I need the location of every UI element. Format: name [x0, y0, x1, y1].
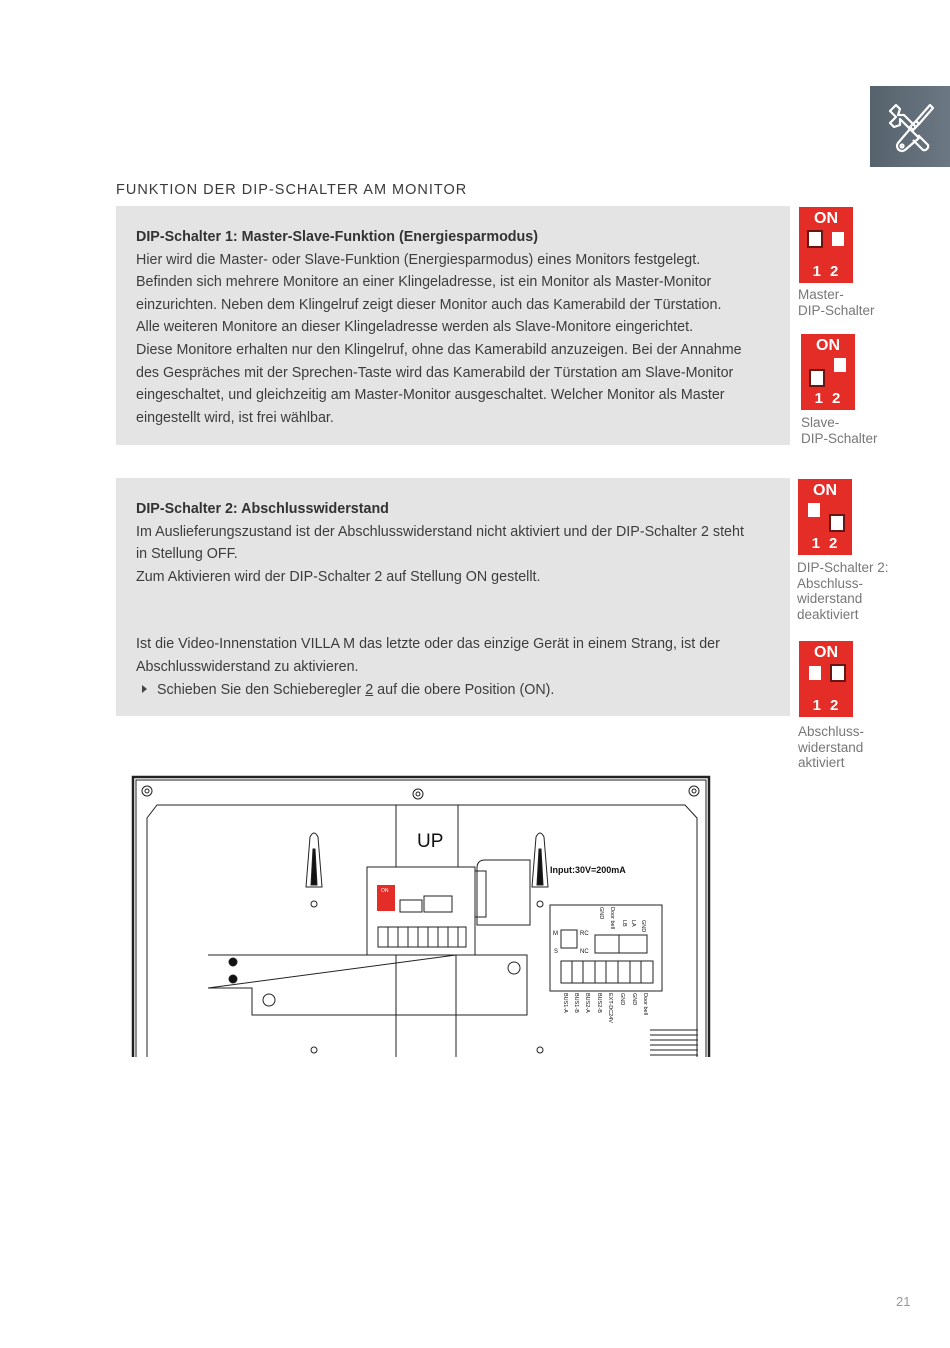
- text-label: Master-: [798, 287, 844, 302]
- heading: DIP-Schalter 1: Master-Slave-Funktion (Energiesparmodus): [136, 229, 538, 245]
- text-label: aktiviert: [798, 755, 845, 770]
- screw-icon: [142, 786, 152, 796]
- text-label: ON: [381, 888, 389, 894]
- instruction-step: [136, 679, 770, 702]
- dip-switch-slave: [801, 334, 855, 410]
- switch-1: [808, 503, 820, 517]
- text-label: ON: [813, 482, 837, 499]
- section-title: FUNKTION DER DIP-SCHALTER AM MONITOR: [116, 182, 468, 198]
- text-label: DIP-Schalter: [801, 430, 878, 446]
- text-line: Im Auslieferungszustand ist der Abschlusswiderstand nicht aktiviert und der DIP-Schalter 2 steht: [136, 523, 744, 540]
- text-label: RC: [580, 931, 589, 937]
- text-label: 2: [365, 681, 374, 698]
- text-label: BUS2-A: [584, 993, 590, 1013]
- text-label: DIP-Schalter 2:: [797, 560, 889, 575]
- page-number: 21: [896, 1294, 911, 1309]
- text-line: Abschlusswiderstand zu aktivieren.: [136, 658, 359, 675]
- text-label: 12: [814, 390, 850, 407]
- dip-caption: [797, 560, 889, 622]
- text-line: des Gespräches mit der Sprechen-Taste wird das Kamerabild der Türstation am Slave-Monitor: [136, 364, 734, 381]
- screw-icon: [413, 789, 423, 799]
- info-box-dip1: [116, 206, 790, 445]
- switch-1: [811, 371, 823, 385]
- dip-caption: [798, 724, 864, 771]
- text-line: Zum Aktivieren wird der DIP-Schalter 2 auf Stellung ON gestellt.: [136, 568, 541, 585]
- dip-switch-resistor-off: [798, 479, 852, 555]
- text-label: GND: [619, 993, 625, 1006]
- text-line: Befinden sich mehrere Monitore an einer Klingeladresse, ist ein Monitor als Master-Monitor: [136, 274, 712, 291]
- text-label: Slave-: [801, 415, 840, 430]
- text-label: DIP-Schalter: [798, 302, 875, 318]
- text-label: widerstand: [798, 739, 864, 755]
- text-line: Hier wird die Master- oder Slave-Funktion (Energiesparmodus) eines Monitors festgelegt.: [136, 251, 701, 268]
- text-label: ON: [814, 210, 838, 227]
- text-line: eingestellt wird, ist frei wählbar.: [136, 409, 334, 426]
- text-label: Schieben Sie den Schieberegler: [157, 681, 366, 698]
- text-label: GND: [598, 907, 604, 920]
- text-label: widerstand: [797, 591, 863, 606]
- input-label: Input:30V=200mA: [550, 865, 626, 875]
- text-line: eingeschaltet, und gleichzeitig am Master-Monitor ausgeschaltet. Welcher Monitor als Master: [136, 387, 725, 404]
- text-label: Door bell: [609, 907, 615, 930]
- switch-1: [809, 232, 821, 246]
- text-label: GND: [640, 920, 646, 933]
- text-label: BUS2-B: [596, 993, 602, 1013]
- dip-caption: [798, 287, 875, 318]
- monitor-back-diagram: [130, 775, 712, 1060]
- text-label: 12: [812, 263, 848, 280]
- switch-2: [834, 358, 846, 372]
- info-box-dip2: [116, 478, 790, 716]
- text-label: Abschluss-: [798, 724, 865, 739]
- switch-2: [832, 666, 844, 680]
- switch-2: [832, 232, 844, 246]
- text-label: BUS1-B: [573, 993, 579, 1013]
- text-label: S: [554, 949, 559, 955]
- text-label: NC: [580, 949, 589, 955]
- text-line: Alle weiteren Monitore an dieser Klingeladresse werden als Slave-Monitore eingerichtet.: [136, 319, 694, 336]
- text-line: Diese Monitore erhalten nur den Klingelruf, ohne das Kamerabild anzuzeigen. Bei der Annahme: [136, 341, 742, 358]
- text-label: Abschluss-: [797, 575, 864, 591]
- screw-icon: [689, 786, 699, 796]
- text-line: einzurichten. Neben dem Klingelruf zeigt dieser Monitor auch das Kamerabild der Türstation.: [136, 296, 722, 313]
- bullet-arrow-icon: [142, 685, 147, 693]
- wrench-screwdriver-icon: [882, 99, 938, 155]
- dip-switch-master: [799, 207, 853, 283]
- dip-switch-resistor-on: [799, 641, 853, 717]
- text-label: auf die obere Position (ON).: [373, 681, 555, 698]
- heading: DIP-Schalter 2: Abschlusswiderstand: [136, 501, 389, 517]
- text-label: BUS1-A: [562, 993, 568, 1013]
- text-line: in Stellung OFF.: [136, 546, 238, 563]
- up-label: UP: [417, 831, 444, 852]
- text-label: ON: [816, 337, 840, 354]
- text-label: LA: [630, 920, 636, 927]
- text-label: 12: [811, 535, 847, 552]
- text-label: LB: [621, 920, 627, 927]
- tools-tab: [870, 86, 950, 167]
- text-label: M: [553, 931, 558, 937]
- text-label: ON: [814, 644, 838, 661]
- text-line: Ist die Video-Innenstation VILLA M das letzte oder das einzige Gerät in einem Strang, ist der: [136, 636, 720, 653]
- switch-1: [809, 666, 821, 680]
- text-label: 12: [812, 697, 848, 714]
- text-label: Door bell: [642, 993, 648, 1016]
- dip-caption: [801, 415, 878, 446]
- text-label: EXT-DC24V: [607, 993, 613, 1023]
- text-label: GND: [631, 993, 637, 1006]
- text-label: deaktiviert: [797, 606, 859, 622]
- switch-2: [831, 516, 843, 530]
